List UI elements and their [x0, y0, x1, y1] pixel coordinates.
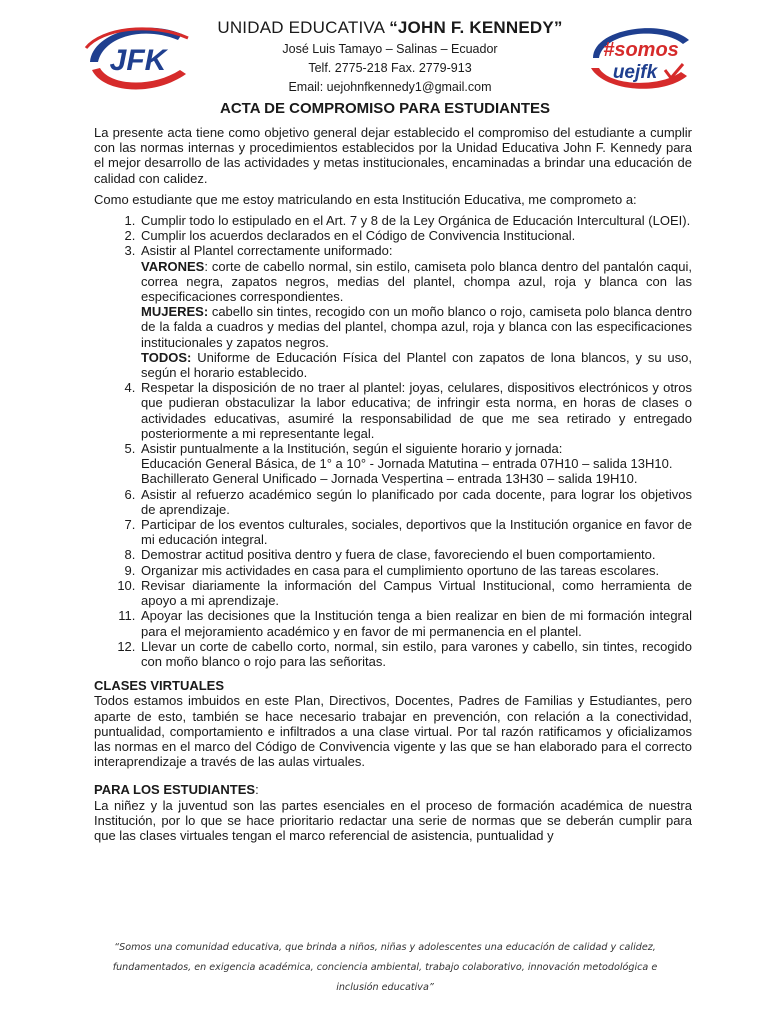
- footer-line-3: inclusión educativa”: [336, 982, 434, 993]
- commitment-item-11: 11. Apoyar las decisiones que la Institución tenga a bien realizar en bien de mi formación integral para el mejoramiento académico y en favor de mi permanencia en el plantel.: [139, 608, 692, 638]
- footer-line-2: fundamentados, en exigencia académica, conciencia ambiental, trabajo colaborativo, innovación metodológica e: [112, 962, 658, 973]
- somos-uejfk-logo: [583, 18, 695, 94]
- jfk-logo-text: JFK: [109, 44, 167, 77]
- footer-line-1: “Somos una comunidad educativa, que brinda a niños, niñas y adolescentes una educación de calidad y calidez,: [114, 942, 656, 953]
- school-address: José Luis Tamayo – Salinas – Ecuador: [282, 42, 498, 56]
- document-title: ACTA DE COMPROMISO PARA ESTUDIANTES: [219, 100, 550, 117]
- commitment-item-10: 10. Revisar diariamente la información del Campus Virtual Institucional, como herramienta de apoyo a mi aprendizaje.: [139, 578, 692, 608]
- commitment-item-5: [139, 441, 692, 487]
- intro-paragraph: La presente acta tiene como objetivo general dejar establecido el compromiso del estudiante a cumplir con las normas internas y procedimientos establecidos por la Unidad Educativa John F. Kennedy para el mejor desarrollo de las actividades y metas institucionales, encaminadas a brindar una educación de calidad con calidez.: [94, 125, 692, 186]
- commitment-item-12: 12. Llevar un corte de cabello corto, normal, sin estilo, para varones y cabello, sin tintes, recogido con moño blanco o rojo para las señoritas.: [139, 639, 692, 669]
- school-email: Email: uejohnfkennedy1@gmail.com: [288, 80, 492, 94]
- commitment-item-7: 7. Participar de los eventos culturales, sociales, deportivos que la Institución organice en favor de mi educación integral.: [139, 517, 692, 547]
- commitment-item-5-text: Asistir puntualmente a la Institución, según el siguiente horario y jornada:: [141, 441, 563, 457]
- footer-motto: [60, 938, 710, 998]
- letterhead: [0, 0, 770, 96]
- commitment-item-9: 9. Organizar mis actividades en casa para el cumplimiento oportuno de las tareas escolares.: [139, 563, 692, 578]
- school-name: UNIDAD EDUCATIVA “JOHN F. KENNEDY”: [217, 18, 563, 37]
- somos-logo-text: #somos: [603, 39, 679, 61]
- commitment-list: [94, 213, 692, 669]
- schedule-basica: Educación General Básica, de 1° a 10° - Jornada Matutina – entrada 07H10 – salida 13H10.: [141, 456, 673, 472]
- uejfk-logo-text: uejfk: [612, 62, 658, 83]
- clases-virtuales-heading: CLASES VIRTUALES: [94, 678, 225, 694]
- jfk-logo: [82, 18, 192, 94]
- commitment-item-3-text: Asistir al Plantel correctamente uniformado:: [141, 243, 393, 259]
- estudiantes-paragraph: La niñez y la juventud son las partes esenciales en el proceso de formación académica de nuestra Institución, por lo que se hace prioritario redactar una serie de normas que se deberán cumplir para que las clases virtuales tengan el marco referencial de asistencia, puntualidad y: [94, 797, 692, 843]
- commitment-item-1: 1. Cumplir todo lo estipulado en el Art. 7 y 8 de la Ley Orgánica de Educación Intercultural (LOEI).: [139, 213, 692, 228]
- uniform-mujeres: MUJERES: cabello sin tintes, recogido con un moño blanco o rojo, camiseta polo blanca dentro de la falda a cuadros y medias del plantel, chompa azul, roja y blanca con las especificaciones institucionales y zapatos negros.: [141, 304, 692, 350]
- commitment-item-4: 4. Respetar la disposición de no traer al plantel: joyas, celulares, dispositivos electrónicos y otros que pudieran obstaculizar la labor educativa; de infringir esta norma, en horas de clases o actividades educativas, asumiré la responsabilidad de que me sea retirado y entregado posteriormente a mi representante legal.: [139, 380, 692, 441]
- commitment-item-8: 8. Demostrar actitud positiva dentro y fuera de clase, favoreciendo el buen comportamiento.: [139, 547, 692, 562]
- commitment-item-3: [139, 243, 692, 380]
- uniform-varones: VARONES: corte de cabello normal, sin estilo, camiseta polo blanca dentro del pantalón caqui, correa negra, zapatos negros, medias del plantel, chompa azul, roja y blanca con las especificaciones correspondientes.: [141, 258, 692, 305]
- clases-virtuales-paragraph: Todos estamos imbuidos en este Plan, Directivos, Docentes, Padres de Familias y Estudiantes, pero aparte de esto, también se hace necesario trabajar en prevención, con relación a la conectividad, puntualidad, comportamiento e infiltrados a una clase virtual. Por tal razón ratificamos y oficializamos las normas en el marco del Código de Convivencia vigente y las que se han elaborado para el correcto interaprendizaje a través de las aulas virtuales.: [94, 693, 692, 770]
- commitment-intro: Como estudiante que me estoy matriculando en esta Institución Educativa, me comprometo a:: [94, 191, 637, 207]
- estudiantes-heading: PARA LOS ESTUDIANTES:: [94, 782, 259, 798]
- commitment-item-6: 6. Asistir al refuerzo académico según lo planificado por cada docente, para lograr los objetivos de aprendizaje.: [139, 487, 692, 517]
- schedule-bachillerato: Bachillerato General Unificado – Jornada Vespertina – entrada 13H30 – salida 19H10.: [141, 471, 638, 487]
- uniform-todos: TODOS: Uniforme de Educación Física del Plantel con zapatos de lona blancos, y su uso, según el horario establecido.: [141, 349, 692, 381]
- school-phone: Telf. 2775-218 Fax. 2779-913: [308, 61, 472, 75]
- commitment-item-2: 2. Cumplir los acuerdos declarados en el Código de Convivencia Institucional.: [139, 228, 692, 243]
- document-body: [94, 125, 692, 843]
